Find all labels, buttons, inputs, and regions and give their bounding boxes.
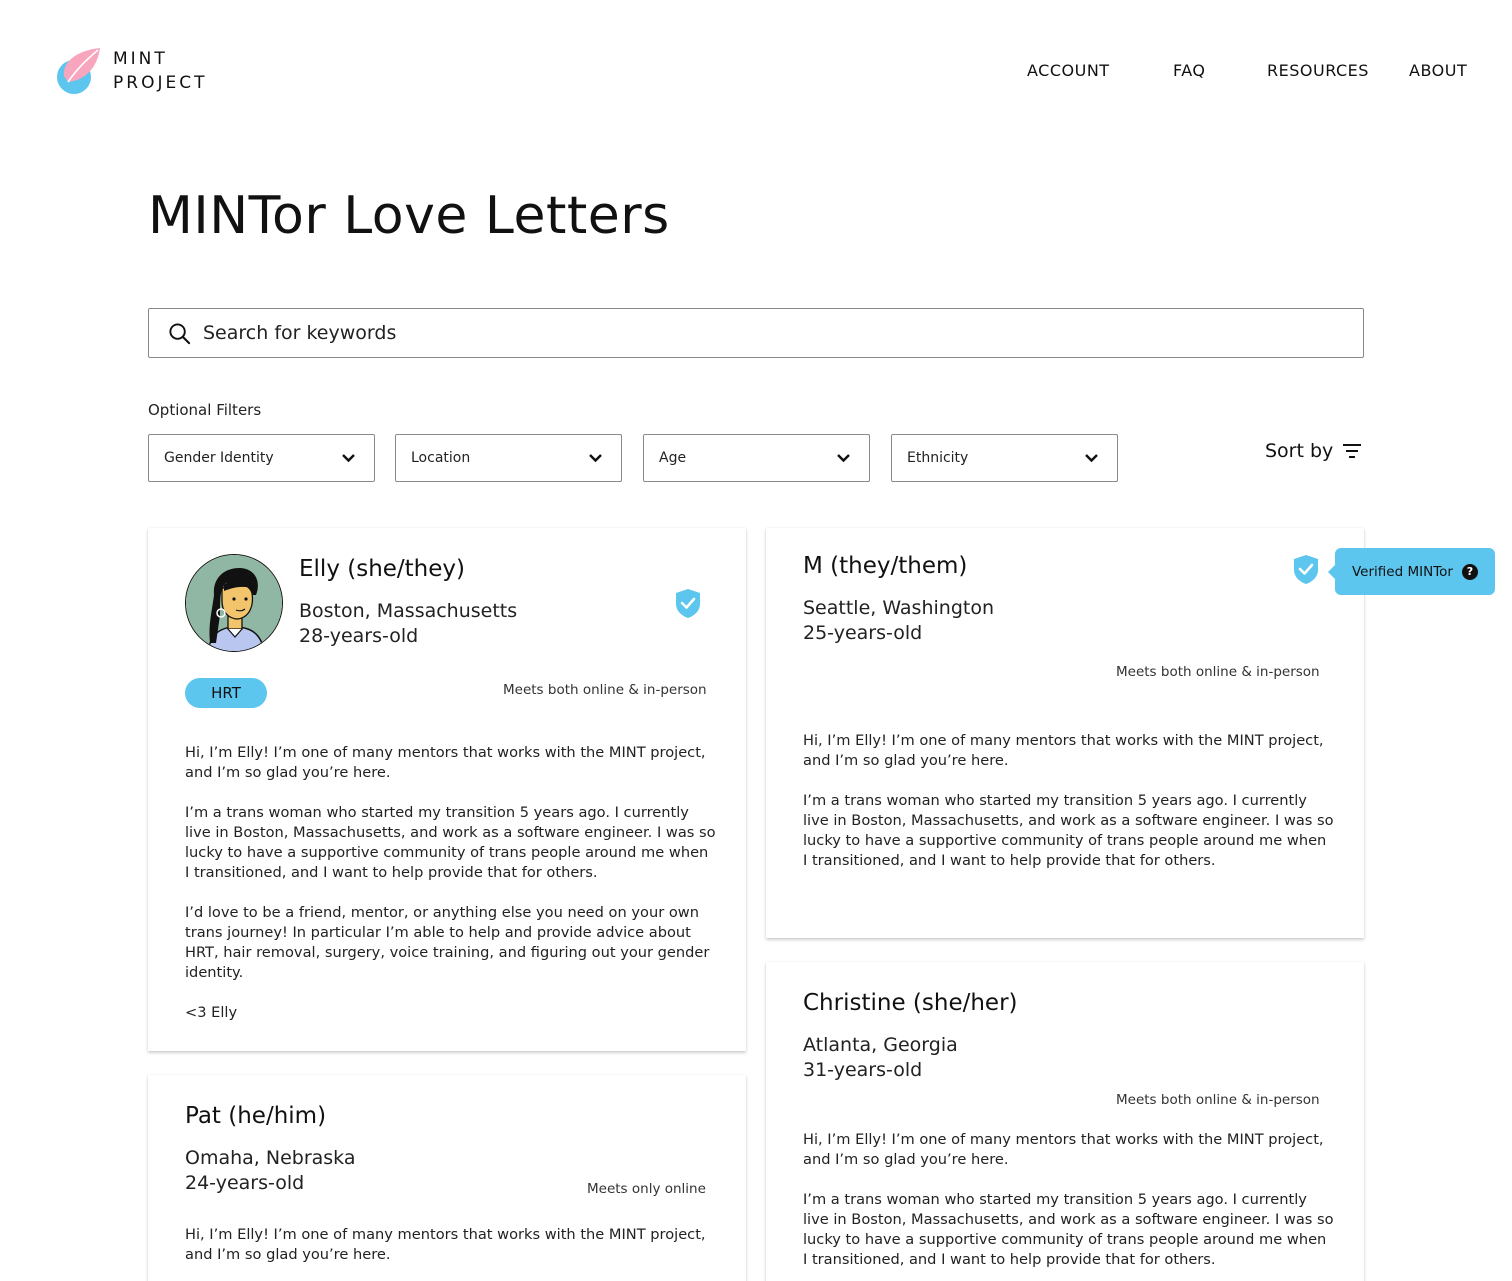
avatar-illustration — [186, 555, 283, 652]
nav-account[interactable]: ACCOUNT — [1027, 61, 1110, 80]
avatar — [185, 554, 283, 652]
filter-ethnicity[interactable] — [891, 434, 1118, 482]
filter-label: Ethnicity — [907, 450, 969, 466]
help-icon[interactable]: ? — [1462, 564, 1478, 580]
mentor-name: Christine (she/her) — [803, 990, 1018, 1016]
mentor-card-m[interactable] — [766, 528, 1364, 938]
letter-body — [185, 743, 717, 1043]
filter-gender-identity[interactable] — [148, 434, 375, 482]
letter-body — [803, 731, 1335, 891]
meeting-preference: Meets both online & in-person — [1116, 1092, 1320, 1108]
mentor-age: 28-years-old — [299, 625, 419, 647]
mentor-location: Boston, Massachusetts — [299, 600, 518, 622]
mentor-age: 31-years-old — [803, 1059, 923, 1081]
logo-line-2: PROJECT — [113, 73, 208, 93]
sort-by-button[interactable] — [1265, 440, 1362, 462]
letter-paragraph: I’m a trans woman who started my transition 5 years ago. I currently live in Boston, Massachusetts, and work as a software engineer. I was so lucky to have a supportive community of trans people around me when I transitioned, and I want to help provide that for others. — [803, 792, 1334, 869]
mentor-location: Atlanta, Georgia — [803, 1034, 958, 1056]
letter-paragraph: Hi, I’m Elly! I’m one of many mentors that works with the MINT project, and I’m so glad you’re here. — [185, 744, 706, 781]
filter-label: Location — [411, 450, 471, 466]
hrt-tag[interactable]: HRT — [185, 678, 267, 708]
search-icon — [168, 322, 191, 345]
verified-shield-icon[interactable] — [675, 588, 701, 619]
nav-faq[interactable]: FAQ — [1173, 61, 1206, 80]
top-nav — [0, 61, 1512, 83]
letter-paragraph: I’m a trans woman who started my transition 5 years ago. I currently live in Boston, Massachusetts, and work as a software engineer. I was so lucky to have a supportive community of trans people around me when I transitioned, and I want to help provide that for others. — [185, 804, 716, 881]
sort-label: Sort by — [1265, 440, 1334, 462]
verified-mintor-tooltip — [1335, 548, 1495, 595]
filter-age[interactable] — [643, 434, 870, 482]
logo-line-1: MINT — [113, 49, 168, 69]
letter-paragraph: I’d love to be a friend, mentor, or anything else you need on your own trans journey! In particular I’m able to help and provide advice about HRT, hair removal, surgery, voice training, and figuring out your gender identity. — [185, 904, 710, 981]
filter-label: Age — [659, 450, 687, 466]
mentor-name: Elly (she/they) — [299, 556, 465, 582]
filter-label: Gender Identity — [164, 450, 274, 466]
search-bar[interactable] — [148, 308, 1364, 358]
mentor-age: 25-years-old — [803, 622, 923, 644]
mentor-location: Omaha, Nebraska — [185, 1147, 356, 1169]
mentor-name: M (they/them) — [803, 553, 968, 579]
mentor-location: Seattle, Washington — [803, 597, 994, 619]
meeting-preference: Meets both online & in-person — [1116, 664, 1320, 680]
filter-location[interactable] — [395, 434, 622, 482]
chevron-down-icon — [341, 453, 356, 463]
letter-signoff: <3 Elly — [185, 1004, 238, 1021]
meeting-preference: Meets both online & in-person — [503, 682, 707, 698]
mentor-card-pat[interactable] — [148, 1075, 746, 1281]
filters-label: Optional Filters — [148, 401, 262, 419]
chevron-down-icon — [588, 453, 603, 463]
letter-body — [803, 1130, 1335, 1281]
mentor-card-elly[interactable] — [148, 528, 746, 1051]
mentor-name: Pat (he/him) — [185, 1103, 327, 1129]
letter-paragraph: I’m a trans woman who started my transition 5 years ago. I currently live in Boston, Massachusetts, and work as a software engineer. I was so lucky to have a supportive community of trans people around me when I transitioned, and I want to help provide that for others. — [803, 1191, 1334, 1268]
chevron-down-icon — [1084, 453, 1099, 463]
mentor-age: 24-years-old — [185, 1172, 305, 1194]
mentor-card-christine[interactable] — [766, 962, 1364, 1281]
letter-paragraph: Hi, I’m Elly! I’m one of many mentors that works with the MINT project, and I’m so glad you’re here. — [803, 1131, 1324, 1168]
verified-shield-icon[interactable] — [1293, 554, 1319, 585]
letter-paragraph: Hi, I’m Elly! I’m one of many mentors that works with the MINT project, and I’m so glad you’re here. — [185, 1226, 706, 1263]
meeting-preference: Meets only online — [587, 1181, 706, 1197]
nav-resources[interactable]: RESOURCES — [1267, 61, 1369, 80]
letter-paragraph: Hi, I’m Elly! I’m one of many mentors that works with the MINT project, and I’m so glad you’re here. — [803, 732, 1324, 769]
chevron-down-icon — [836, 453, 851, 463]
page-title: MINTor Love Letters — [148, 186, 670, 246]
letter-body — [185, 1225, 717, 1281]
search-input[interactable] — [203, 322, 1303, 344]
sort-icon — [1342, 443, 1362, 459]
tooltip-text: Verified MINTor — [1352, 563, 1453, 580]
nav-about[interactable]: ABOUT — [1409, 61, 1468, 80]
